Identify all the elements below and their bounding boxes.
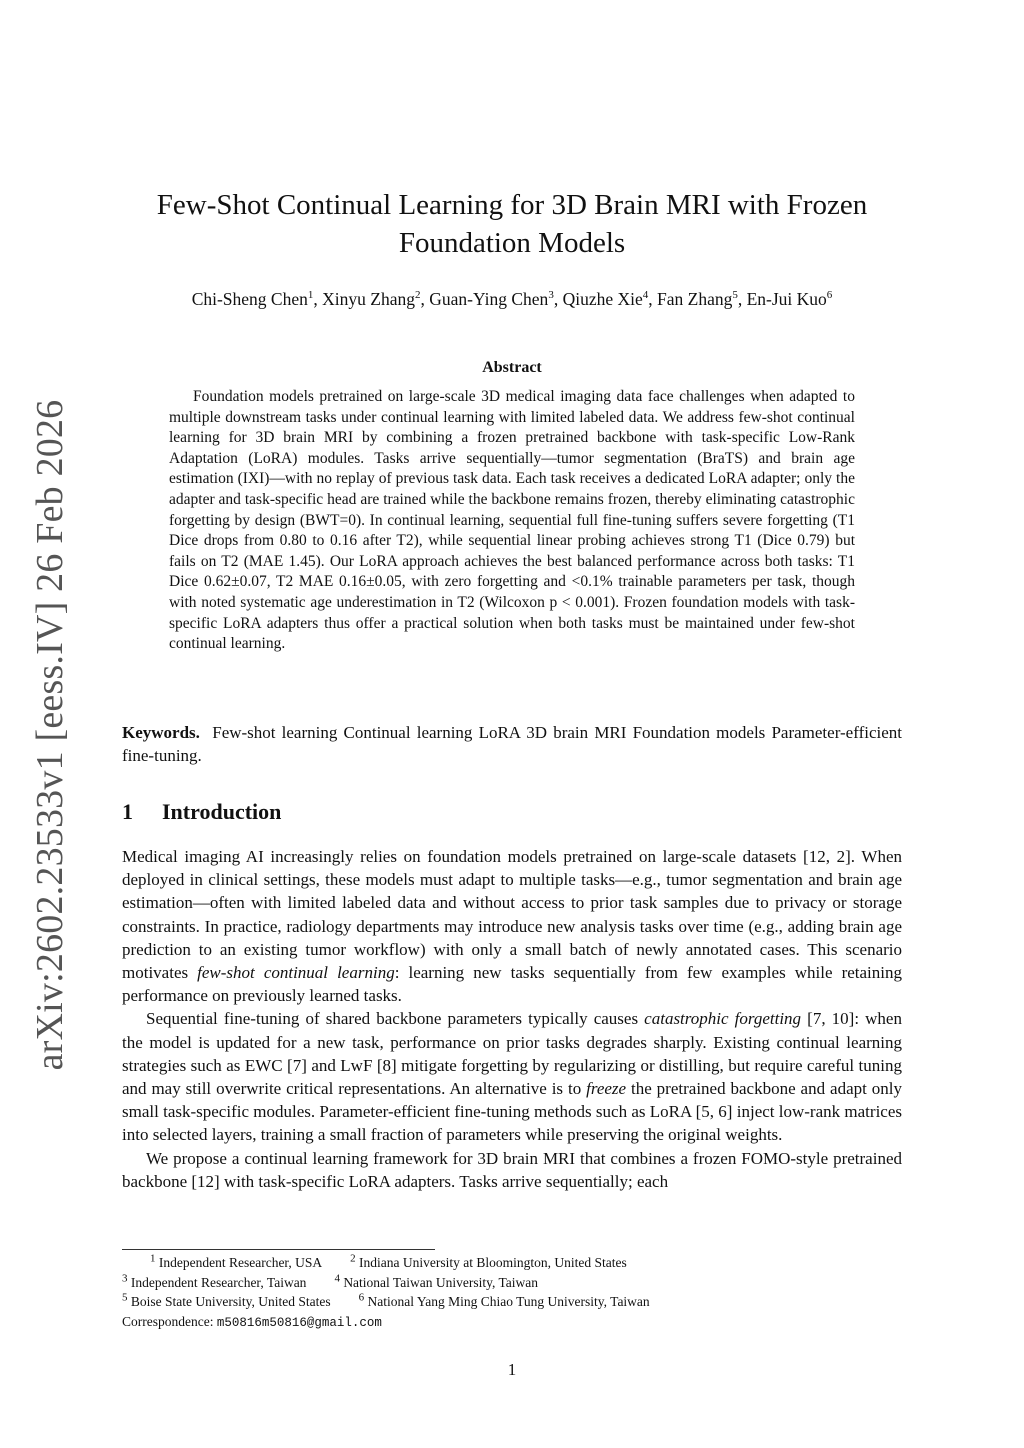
footnote-text: National Taiwan University, Taiwan [343,1274,539,1290]
paragraph-text: We propose a continual learning framework for 3D brain MRI that combines a frozen FOMO-style pretrained backbone [12] with task-specific LoRA adapters. Tasks arrive sequentially; each [122,1148,902,1191]
footnote-marker: 5 [122,1291,128,1304]
abstract-heading: Abstract [482,359,542,376]
footnote-marker: 3 [122,1272,128,1284]
keywords-label: Keywords. [122,723,200,742]
paragraph [122,1147,902,1193]
paragraph [122,845,902,1007]
paragraph-text: Medical imaging AI increasingly relies on foundation models pretrained on large-scale datasets [12, 2]. When deployed in clinical settings, these models must adapt to multiple tasks—e.g., tumor segmentation and brain age estimation—often with limited labeled data and without access to prior task samples due to privacy or storage constraints. In practice, radiology departments may introduce new analysis tasks over time (e.g., adding brain age prediction to an existing tumor workflow) with only a small batch of newly annotated cases. This scenario motivates [122,847,902,983]
footnote-text: Boise State University, United States [130,1294,331,1309]
paper-title [0,186,1024,262]
page-number: 1 [507,1360,517,1379]
author-name: Chi-Sheng Chen [191,289,308,309]
footnote-marker: 4 [334,1272,340,1284]
author-affiliation: 1 [307,289,314,302]
abstract-text [169,387,855,655]
section-heading [122,797,281,827]
paragraph-text: [7, 10]: when the model is updated for a new task, performance on prior tasks degrades sharply. Existing continual learning strategies such as EWC [7] and LwF [8] mitigate forgetting by regularizing or distilling, but require careful tuning and may still overwrite critical representations. An alternative is to [122,1009,902,1099]
section-number: 1 [122,799,133,824]
arxiv-identifier: arXiv:2602.23533v1 [eess.IV] 26 Feb 2026 [29,399,71,1071]
emphasis: freeze [586,1079,627,1099]
emphasis: catastrophic forgetting [644,1009,802,1029]
footnote-row [122,1292,902,1312]
footnote-row [122,1253,902,1273]
footnote-marker: 6 [358,1291,365,1304]
correspondence-email[interactable]: m50816m50816@gmail.com [216,1315,382,1330]
footnote-text: National Yang Ming Chiao Tung University, Taiwan [367,1294,650,1309]
author-name: En-Jui Kuo [746,289,827,309]
author-name: Fan Zhang [657,289,733,309]
title-line-2: Foundation Models [398,227,626,259]
author-affiliation: 6 [826,289,833,302]
author-name: Qiuzhe Xie [562,289,643,309]
footnote-marker: 2 [350,1252,356,1265]
emphasis: few-shot continual learning [197,963,395,983]
abstract-body: Foundation models pretrained on large-scale 3D medical imaging data face challenges when adapted to multiple downstream tasks under continual learning with limited labeled data. We address few-shot continual learning for 3D brain MRI by combining a frozen pretrained backbone with task-specific Low-Rank Adaptation (LoRA) modules. Tasks arrive sequentially—tumor segmentation (BraTS) and brain age estimation (IXI)—with no replay of previous task data. Each task receives a dedicated LoRA adapter; only the adapter and task-specific head are trained while the backbone remains frozen, thereby eliminating catastrophic forgetting by design (BWT=0). In continual learning, sequential full fine-tuning suffers severe forgetting (T1 Dice drops from 0.80 to 0.16 after T2), while sequential linear probing achieves strong T1 (Dice 0.79) but fails on T2 (MAE 1.45). Our LoRA approach achieves the best balanced performance across both tasks: T1 Dice 0.62±0.07, T2 MAE 0.16±0.05, with zero forgetting and <0.1% trainable parameters per task, though with noted systematic age underestimation in T2 (Wilcoxon p < 0.001). Frozen foundation models with task-specific LoRA adapters thus offer a practical solution when both tasks must be maintained under few-shot continual learning. [169,388,855,653]
author-affiliation: 4 [642,289,649,302]
paragraph-text: Sequential fine-tuning of shared backbone parameters typically causes [146,1009,645,1029]
body-text [122,845,902,1193]
author-affiliation: 3 [548,289,554,302]
footnotes [122,1253,902,1333]
paragraph-text: : learning new tasks sequentially from few examples while retaining performance on previously learned tasks. [122,963,902,1006]
footnote-row [122,1273,902,1293]
footnote-divider [122,1249,435,1250]
paragraph-text: the pretrained backbone and adapt only small task-specific modules. Parameter-efficient fine-tuning methods such as LoRA [5, 6] inject low-rank matrices into selected layers, training a small fraction of parameters while preserving the original weights. [122,1079,902,1145]
correspondence [122,1312,902,1334]
author-list: Chi-Sheng Chen$^1$, Xinyu Zhang$^2$, Guan-Ying Chen$^3$, Qiuzhe Xie$^4$, Fan Zhang$^5$, En-Jui Kuo$^6$ [191,289,833,309]
author-affiliation: 2 [414,289,421,302]
keywords-text: Few-shot learning Continual learning LoRA 3D brain MRI Foundation models Parameter-efficient fine-tuning. [122,723,902,765]
paragraph [122,1007,902,1146]
author-name: Xinyu Zhang [322,289,415,309]
footnote-marker: 1 [150,1252,156,1265]
author-name: Guan-Ying Chen [429,289,549,309]
footnote-text: Independent Researcher, Taiwan [130,1274,307,1290]
correspondence-label: Correspondence: [122,1313,214,1329]
keywords [122,721,902,767]
author-affiliation: 5 [732,289,738,302]
footnote-text: Independent Researcher, USA [158,1255,323,1270]
footnote-text: Indiana University at Bloomington, United States [359,1255,627,1270]
title-line-1: Few-Shot Continual Learning for 3D Brain MRI with Frozen [156,189,868,221]
section-title: Introduction [162,799,282,824]
